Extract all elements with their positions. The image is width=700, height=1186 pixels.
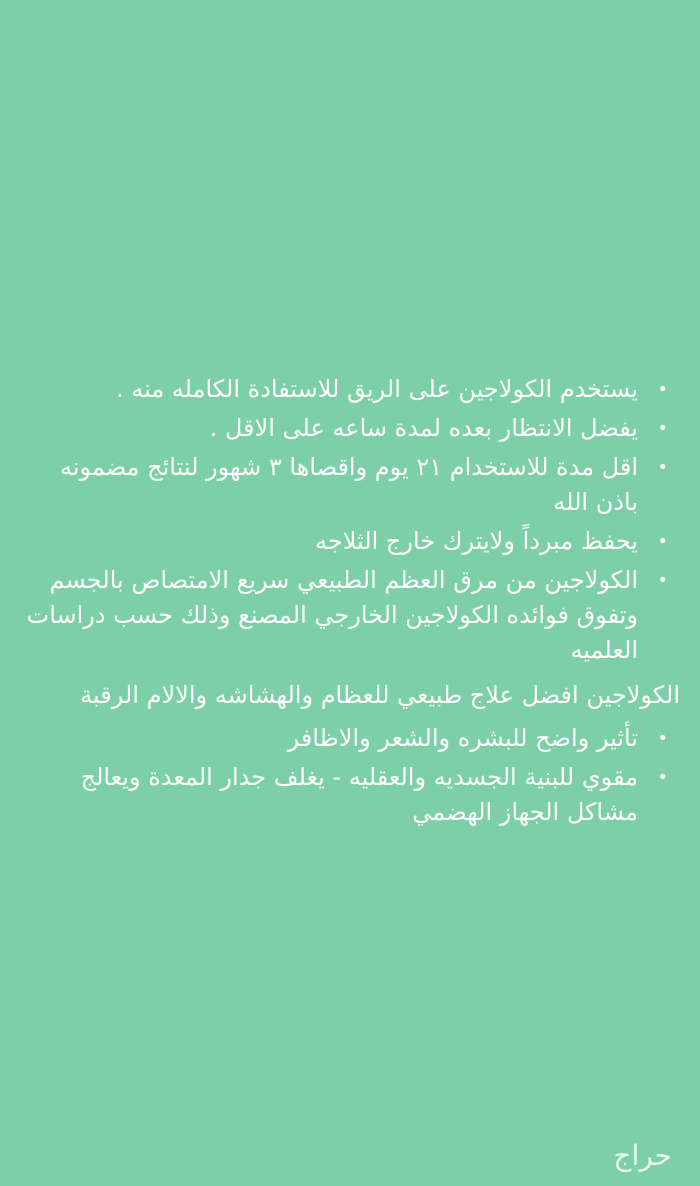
bullet-icon: • <box>657 418 668 439</box>
bullet-icon: • <box>657 379 668 400</box>
list-item <box>20 524 680 559</box>
list-item <box>20 721 680 756</box>
list-item-text: تأثير واضح للبشره والشعر والاظافر <box>287 724 638 752</box>
bullet-icon: • <box>657 457 668 478</box>
list-item <box>20 563 680 668</box>
list-item-text: اقل مدة للاستخدام ٢١ يوم واقصاها ٣ شهور لنتائج مضمونه باذن الله <box>60 453 638 516</box>
list-item <box>20 760 680 830</box>
bullet-list-benefits <box>20 721 680 830</box>
bullet-list-usage <box>20 372 680 668</box>
haraj-watermark-logo: حراج <box>613 1139 672 1172</box>
bullet-icon: • <box>657 767 668 788</box>
list-item-text: يفضل الانتظار بعده لمدة ساعه على الاقل . <box>209 414 638 442</box>
document-body <box>20 372 680 834</box>
bullet-icon: • <box>657 531 668 552</box>
list-item <box>20 450 680 520</box>
bullet-icon: • <box>657 570 668 591</box>
list-item-text: يحفظ مبرداً ولايترك خارج الثلاجه <box>314 527 638 555</box>
list-item-text: يستخدم الكولاجين على الريق للاستفادة الكامله منه . <box>115 375 638 403</box>
summary-paragraph: الكولاجين افضل علاج طبيعي للعظام والهشاشه والالام الرقبة <box>80 681 680 709</box>
list-item-text: الكولاجين من مرق العظم الطبيعي سريع الامتصاص بالجسم وتفوق فوائده الكولاجين الخارجي المصنع وذلك حسب دراسات العلميه <box>26 566 638 664</box>
list-item <box>20 411 680 446</box>
list-item-text: مقوي للبنية الجسديه والعقليه - يغلف جدار المعدة ويعالج مشاكل الجهاز الهضمي <box>80 763 638 826</box>
bullet-icon: • <box>657 728 668 749</box>
list-item <box>20 372 680 407</box>
